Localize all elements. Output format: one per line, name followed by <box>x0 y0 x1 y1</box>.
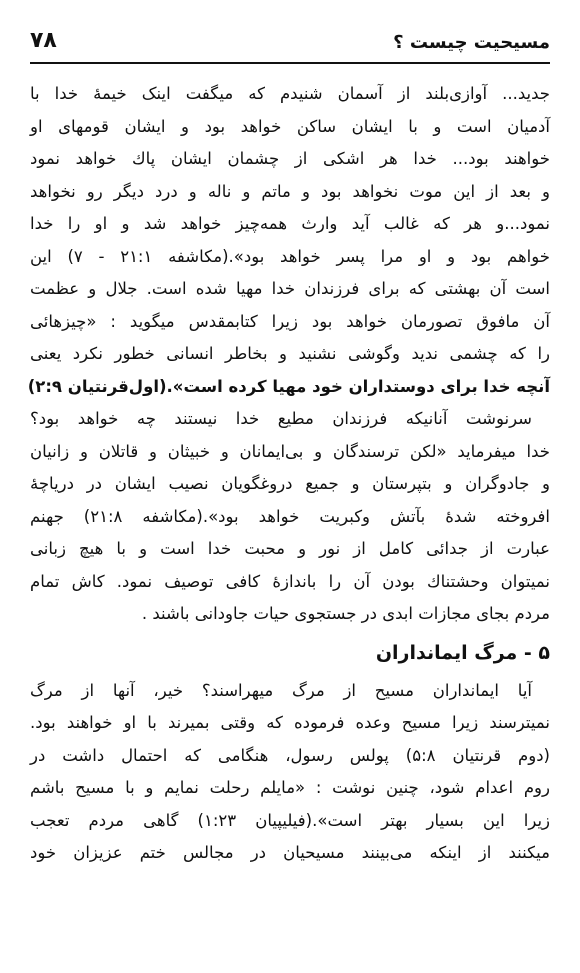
text-line: و بعد از این موت نخواهد بود و ماتم و ناله و درد دیگر رو نخواهد <box>30 181 550 201</box>
text-line: میکنند از اینکه می‌بینند مسیحیان در مجالس ختم عزیزان خود <box>30 843 550 862</box>
page-number: ۷۸ <box>30 28 57 53</box>
text-line: خواهند بود... خدا هر اشکی از چشمان ایشان پاك خواهد نمود <box>30 149 550 168</box>
paragraph-2 <box>30 403 550 631</box>
text-line: نمیتوان وحشتناك بودن آن را باندازهٔ کافی توصیف نمود. کاش تمام <box>30 571 550 591</box>
paragraph-1 <box>27 78 550 403</box>
text-line: (دوم قرنتیان ۵:۸) پولس رسول، هنگامی که احتمال داشت در <box>30 745 550 765</box>
text-line: و جادوگران و بتپرستان و جمیع دروغگویان نصیب ایشان در دریاچهٔ <box>30 474 550 493</box>
text-line: آنچه خدا برای دوستداران خود مهیا کرده است».(اول‌قرنتیان ۲:۹) <box>27 376 550 396</box>
text-line: خواهم بود و او مرا پسر خواهد بود».(مکاشفه ۲۱:۱ - ۷) این <box>30 246 550 266</box>
running-title: مسیحیت چیست ؟ <box>393 32 550 53</box>
page-body <box>27 78 551 870</box>
text-line: آدمیان است و با ایشان ساکن خواهد بود و ایشان قومهای او <box>30 116 550 136</box>
text-line: مردم بجای مجازات ابدی در جستجوی حیات جاودانی باشند . <box>141 604 550 623</box>
text-line: خدا میفرماید «لکن ترسندگان و بی‌ایمانان و خبیثان و قاتلان و زانیان <box>30 441 550 461</box>
text-line: زیرا این بسیار بهتر است».(فیلیپیان ۱:۲۳) گاهی مردم تعجب <box>30 810 551 830</box>
text-line: عبارت از جدائی کامل از نور و محبت خدا است و با هیچ زبانی <box>30 539 550 558</box>
section-heading: ۵ - مرگ ایمانداران <box>375 641 550 664</box>
text-line: نمیترسند زیرا مسیح وعده فرموده که وقتی بمیرند با او خواهند بود. <box>30 713 550 732</box>
page-header <box>30 26 550 64</box>
text-line: روم اعدام شود، چنین نوشت : «مایلم رحلت نمایم و با مسیح باشم <box>30 778 550 797</box>
text-line: سرنوشت آنانیکه فرزندان مطیع خدا نیستند چه خواهد بود؟ <box>30 409 532 428</box>
paragraph-3 <box>30 675 550 870</box>
text-line: نمود...و هر که غالب آید وارث همه‌چیز خواهد شد و او را خدا <box>30 214 550 233</box>
text-line: آن مافوق تصورمان خواهد بود زیرا کتابمقدس میگوید : «چیزهائی <box>30 311 550 331</box>
text-line: افروخته شدهٔ بآتش وکبریت خواهد بود».(مکاشفه ۲۱:۸) جهنم <box>30 506 550 526</box>
text-line: آیا ایمانداران مسیح از مرگ میهراسند؟ خیر، آنها از مرگ <box>30 680 532 700</box>
text-line: را که چشمی ندید وگوشی نشنید و بخاطر انسانی خطور نکرد یعنی <box>30 344 550 363</box>
text-line: است آن بهشتی که برای فرزندان خدا مهیا شده است. جلال و عظمت <box>30 279 550 298</box>
text-line: جدید... آوازی‌بلند از آسمان شنیدم که میگفت اینک خیمهٔ خدا با <box>30 84 550 103</box>
